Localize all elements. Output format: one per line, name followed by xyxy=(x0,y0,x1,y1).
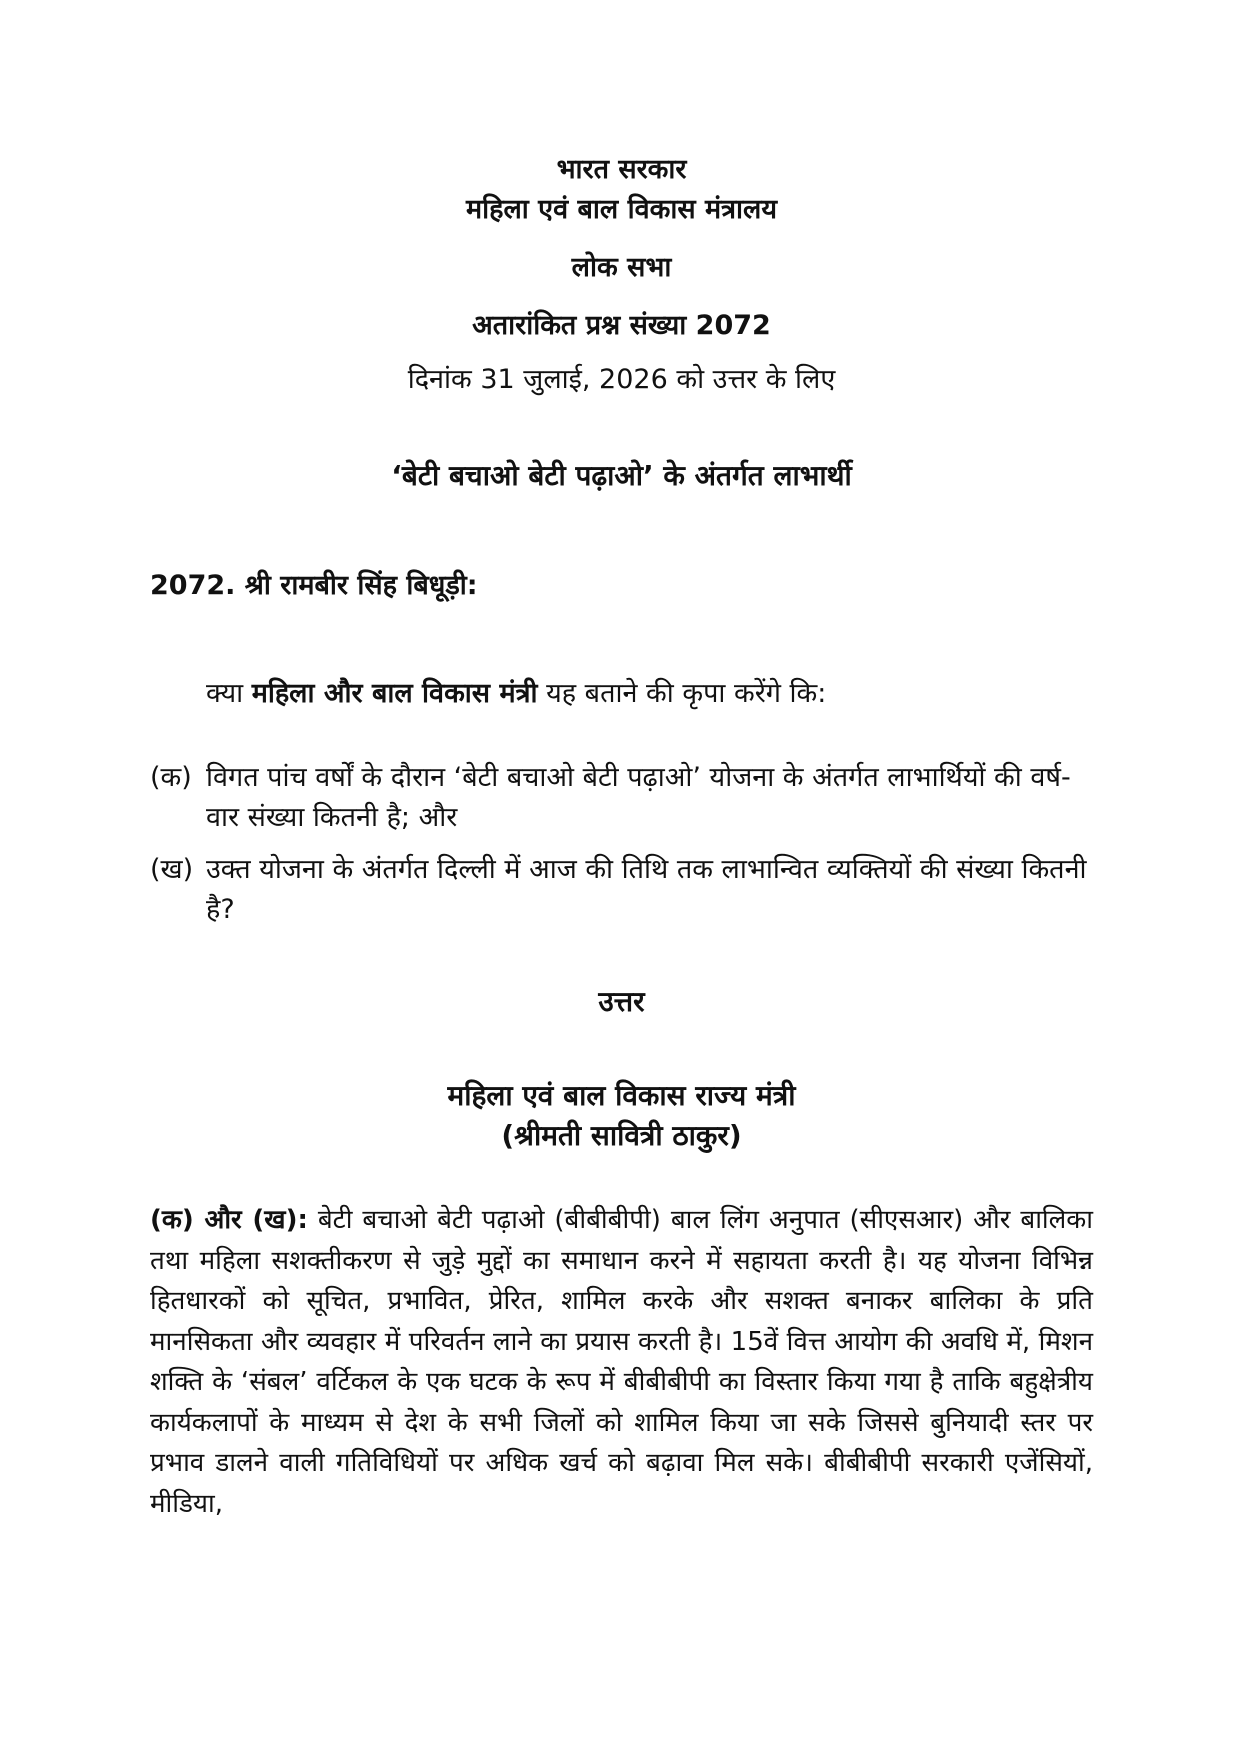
answering-minister xyxy=(150,1076,1093,1156)
answer-paragraph-label: (क) और (ख): xyxy=(150,1205,308,1235)
question-subject: ‘बेटी बचाओ बेटी पढ़ाओ’ के अंतर्गत लाभार्थी xyxy=(391,459,852,492)
ask-suffix: यह बताने की कृपा करेंगे कि: xyxy=(546,678,827,709)
answer-paragraph-text: बेटी बचाओ बेटी पढ़ाओ (बीबीबीपी) बाल लिंग अनुपात (सीएसआर) और बालिका तथा महिला सशक्तीकरण से जुड़े मुद्दों का समाधान करने में सहायता करती है। यह योजना विभिन्न हितधारकों को सूचित, प्रभावित, प्रेरित, शामिल करके और सशक्त बनाकर बालिका के प्रति मानसिकता और व्यवहार में परिवर्तन लाने का प्रयास करती है। 15वें वित्त आयोग की अवधि में, मिशन शक्ति के ‘संबल’ वर्टिकल के एक घटक के रूप में बीबीबीपी का विस्तार किया गया है ताकि बहुक्षेत्रीय कार्यकलापों के माध्यम से देश के सभी जिलों को शामिल किया जा सके जिससे बुनियादी स्तर पर प्रभाव डालने वाली गतिविधियों पर अधिक खर्च को बढ़ावा मिल सके। बीबीबीपी सरकारी एजेंसियों, मीडिया, xyxy=(150,1205,1093,1519)
ministry-name: महिला एवं बाल विकास मंत्रालय xyxy=(465,194,778,225)
question-item-mark: (ख) xyxy=(150,854,194,885)
answer-heading: उत्तर xyxy=(598,985,645,1018)
house-name: लोक सभा xyxy=(571,252,672,283)
minister-name: (श्रीमती सावित्री ठाकुर) xyxy=(501,1119,742,1152)
answer-date: दिनांक 31 जुलाई, 2026 को उत्तर के लिए xyxy=(407,364,836,395)
document-header xyxy=(150,150,1093,400)
question-intro xyxy=(150,674,1093,714)
answer-paragraph xyxy=(150,1200,1093,1524)
ask-prefix: क्या xyxy=(206,678,244,709)
question-item-text: उक्त योजना के अंतर्गत दिल्ली में आज की तिथि तक लाभान्वित व्यक्तियों की संख्या कितनी है? xyxy=(206,854,1087,925)
ask-minister: महिला और बाल विकास मंत्री xyxy=(251,678,538,709)
question-item xyxy=(150,758,1093,838)
question-item-mark: (क) xyxy=(150,762,192,793)
minister-title: महिला एवं बाल विकास राज्य मंत्री xyxy=(447,1079,796,1112)
question-item xyxy=(150,850,1093,930)
question-number-member: 2072. श्री रामबीर सिंह बिधूड़ी: xyxy=(150,570,478,601)
question-type: अतारांकित प्रश्न संख्या 2072 xyxy=(472,310,771,341)
government-name: भारत सरकार xyxy=(556,154,687,185)
question-item-text: विगत पांच वर्षों के दौरान ‘बेटी बचाओ बेटी पढ़ाओ’ योजना के अंतर्गत लाभार्थियों की वर्ष-वार संख्या कितनी है; और xyxy=(206,762,1071,833)
